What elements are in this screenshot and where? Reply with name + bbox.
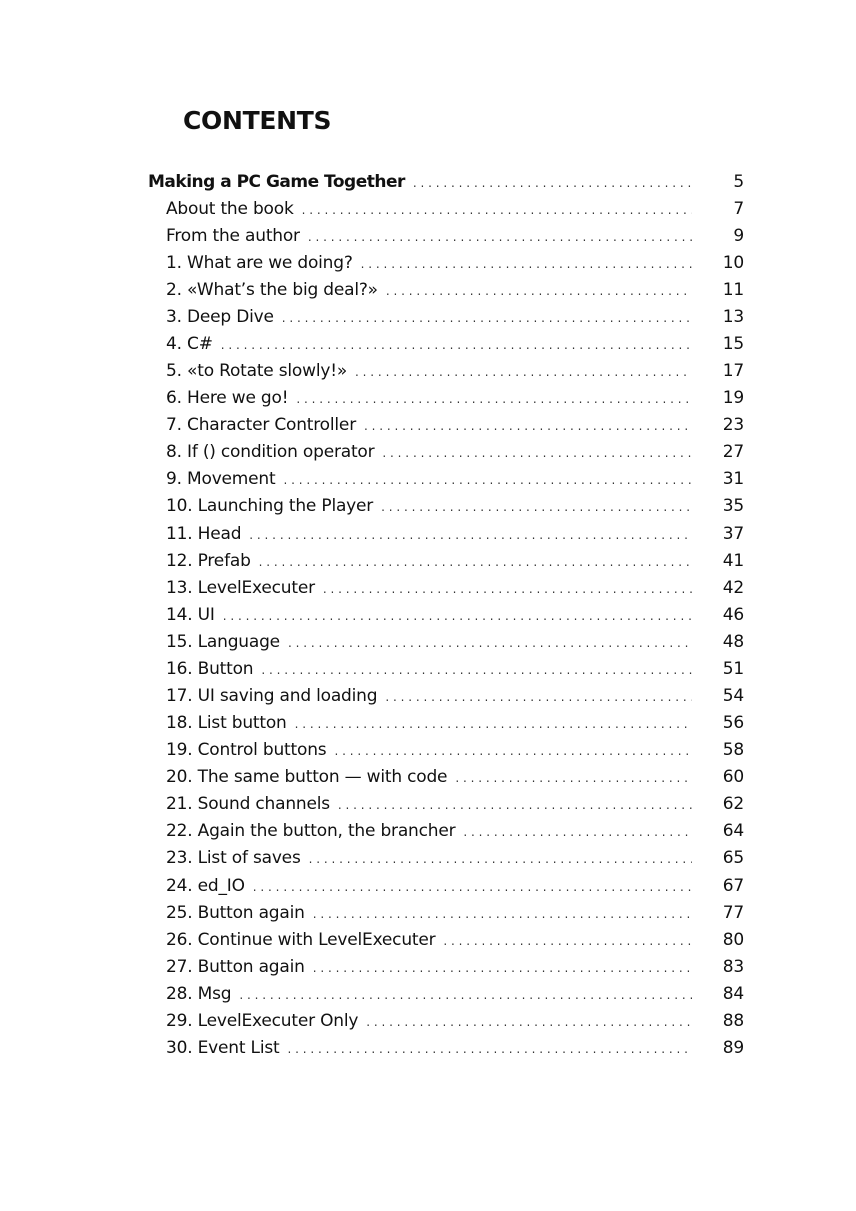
toc-entry-page-number: 23 — [722, 415, 744, 436]
toc-title-row — [166, 1038, 692, 1058]
toc-entry-page-number: 41 — [722, 550, 744, 571]
toc-entry-page-number: 10 — [722, 252, 744, 273]
toc-chapter-entry — [0, 195, 856, 222]
toc-title-row — [166, 930, 692, 950]
dot-leader — [288, 636, 692, 650]
toc-title-row — [166, 334, 692, 354]
toc-entry-title: 14. UI — [166, 604, 215, 625]
toc-chapter-entry — [0, 330, 856, 357]
toc-title-row — [166, 524, 692, 544]
toc-title-row — [166, 280, 692, 300]
toc-title-row — [166, 361, 692, 381]
toc-chapter-entry — [0, 845, 856, 872]
dot-leader — [302, 203, 692, 217]
dot-leader — [249, 528, 692, 542]
toc-entry-page-number: 80 — [722, 929, 744, 950]
toc-entry-page-number: 89 — [722, 1038, 744, 1059]
toc-part-entry — [0, 168, 856, 195]
toc-chapter-entry — [0, 1007, 856, 1034]
toc-chapter-entry — [0, 303, 856, 330]
toc-title-row — [166, 226, 692, 246]
toc-entry-page-number: 15 — [722, 334, 744, 354]
toc-entry-page-number: 27 — [722, 442, 744, 463]
dot-leader — [239, 988, 692, 1002]
contents-heading: CONTENTS — [183, 106, 332, 135]
dot-leader — [309, 852, 692, 866]
dot-leader — [366, 1015, 692, 1029]
toc-entry-page-number: 17 — [722, 361, 744, 382]
toc-chapter-entry — [0, 358, 856, 385]
toc-chapter-entry — [0, 872, 856, 899]
toc-chapter-entry — [0, 655, 856, 682]
toc-entry-title: 23. List of saves — [166, 848, 301, 869]
toc-title-row — [166, 307, 692, 327]
toc-chapter-entry — [0, 276, 856, 303]
toc-title-row — [166, 415, 692, 435]
toc-entry-page-number: 5 — [733, 171, 744, 192]
toc-entry-page-number: 42 — [722, 577, 744, 598]
toc-entry-title: 18. List button — [166, 713, 287, 734]
toc-chapter-entry — [0, 899, 856, 926]
toc-entry-page-number: 64 — [722, 821, 744, 842]
toc-chapter-entry — [0, 926, 856, 953]
toc-entry-page-number: 35 — [722, 496, 744, 517]
dot-leader — [355, 365, 692, 379]
toc-chapter-entry — [0, 628, 856, 655]
toc-chapter-entry — [0, 547, 856, 574]
toc-entry-title: 30. Event List — [166, 1038, 280, 1059]
dot-leader — [364, 419, 692, 433]
toc-entry-title: 22. Again the button, the brancher — [166, 821, 456, 842]
toc-entry-page-number: 13 — [722, 306, 744, 327]
dot-leader — [296, 392, 692, 406]
toc-title-row — [148, 172, 692, 192]
dot-leader — [382, 446, 692, 460]
dot-leader — [385, 690, 692, 704]
toc-entry-page-number: 60 — [722, 767, 744, 788]
toc-entry-title: 1. What are we doing? — [166, 252, 353, 273]
toc-title-row — [166, 984, 692, 1004]
toc-entry-title: 26. Continue with LevelExecuter — [166, 929, 436, 950]
toc-title-row — [166, 253, 692, 273]
toc-title-row — [166, 388, 692, 408]
toc-chapter-entry — [0, 737, 856, 764]
toc-chapter-entry — [0, 980, 856, 1007]
toc-entry-title: 25. Button again — [166, 902, 305, 923]
toc-title-row — [166, 740, 692, 760]
toc-entry-title: Making a PC Game Together — [148, 171, 405, 192]
toc-chapter-entry — [0, 249, 856, 276]
toc-chapter-entry — [0, 466, 856, 493]
toc-title-row — [166, 848, 692, 868]
dot-leader — [313, 961, 692, 975]
toc-title-row — [166, 659, 692, 679]
toc-entry-page-number: 54 — [722, 686, 744, 707]
toc-chapter-entry — [0, 385, 856, 412]
toc-chapter-entry — [0, 1035, 856, 1062]
toc-entry-page-number: 65 — [722, 848, 744, 869]
toc-entry-page-number: 83 — [722, 956, 744, 977]
toc-title-row — [166, 876, 692, 896]
toc-entry-title: From the author — [166, 225, 300, 246]
toc-title-row — [166, 767, 692, 787]
table-of-contents — [0, 168, 856, 1062]
toc-entry-page-number: 9 — [733, 225, 744, 246]
toc-entry-title: 19. Control buttons — [166, 740, 327, 761]
toc-entry-title: 17. UI saving and loading — [166, 686, 378, 707]
toc-entry-page-number: 58 — [722, 740, 744, 761]
toc-title-row — [166, 632, 692, 652]
dot-leader — [334, 744, 692, 758]
toc-title-row — [166, 957, 692, 977]
toc-chapter-entry — [0, 601, 856, 628]
toc-entry-title: 9. Movement — [166, 469, 276, 490]
dot-leader — [221, 338, 692, 352]
toc-title-row — [166, 605, 692, 625]
dot-leader — [282, 311, 692, 325]
dot-leader — [313, 907, 692, 921]
toc-title-row — [166, 1011, 692, 1031]
toc-entry-title: 21. Sound channels — [166, 794, 330, 815]
toc-entry-page-number: 7 — [733, 198, 744, 219]
toc-chapter-entry — [0, 222, 856, 249]
toc-entry-page-number: 48 — [722, 631, 744, 652]
toc-entry-page-number: 37 — [722, 523, 744, 544]
toc-title-row — [166, 713, 692, 733]
toc-chapter-entry — [0, 710, 856, 737]
toc-chapter-entry — [0, 439, 856, 466]
dot-leader — [361, 257, 692, 271]
dot-leader — [223, 609, 692, 623]
toc-entry-title: 15. Language — [166, 631, 280, 652]
toc-entry-title: 4. C# — [166, 334, 213, 354]
dot-leader — [323, 582, 692, 596]
toc-chapter-entry — [0, 520, 856, 547]
dot-leader — [253, 880, 692, 894]
toc-chapter-entry — [0, 574, 856, 601]
dot-leader — [455, 771, 692, 785]
toc-entry-title: 16. Button — [166, 658, 254, 679]
dot-leader — [295, 717, 692, 731]
toc-entry-title: 27. Button again — [166, 956, 305, 977]
dot-leader — [381, 500, 692, 514]
dot-leader — [287, 1042, 692, 1056]
toc-entry-page-number: 67 — [722, 875, 744, 896]
toc-entry-title: 20. The same button — with code — [166, 767, 448, 788]
toc-entry-title: 11. Head — [166, 523, 242, 544]
dot-leader — [413, 176, 692, 190]
dot-leader — [261, 663, 692, 677]
toc-entry-page-number: 56 — [722, 713, 744, 734]
toc-entry-page-number: 77 — [722, 902, 744, 923]
toc-entry-page-number: 62 — [722, 794, 744, 815]
toc-entry-page-number: 46 — [722, 604, 744, 625]
toc-title-row — [166, 551, 692, 571]
toc-title-row — [166, 496, 692, 516]
toc-entry-page-number: 88 — [722, 1010, 744, 1031]
toc-entry-page-number: 11 — [722, 279, 744, 300]
dot-leader — [443, 934, 692, 948]
dot-leader — [308, 230, 692, 244]
toc-entry-title: 6. Here we go! — [166, 388, 289, 409]
toc-entry-title: 10. Launching the Player — [166, 496, 374, 517]
toc-entry-title: 12. Prefab — [166, 550, 251, 571]
toc-chapter-entry — [0, 682, 856, 709]
toc-title-row — [166, 199, 692, 219]
dot-leader — [338, 798, 692, 812]
toc-chapter-entry — [0, 791, 856, 818]
toc-entry-title: 13. LevelExecuter — [166, 577, 315, 598]
toc-title-row — [166, 903, 692, 923]
toc-chapter-entry — [0, 953, 856, 980]
toc-chapter-entry — [0, 764, 856, 791]
toc-entry-title: 8. If () condition operator — [166, 442, 375, 463]
toc-entry-page-number: 51 — [722, 658, 744, 679]
dot-leader — [283, 473, 692, 487]
toc-entry-title: 29. LevelExecuter Only — [166, 1010, 359, 1031]
toc-title-row — [166, 821, 692, 841]
toc-entry-page-number: 19 — [722, 388, 744, 409]
toc-chapter-entry — [0, 818, 856, 845]
toc-entry-title: 24. ed_IO — [166, 875, 245, 896]
toc-title-row — [166, 442, 692, 462]
toc-entry-title: 3. Deep Dive — [166, 306, 274, 327]
toc-entry-page-number: 31 — [722, 469, 744, 490]
toc-entry-title: 28. Msg — [166, 983, 232, 1004]
toc-title-row — [166, 469, 692, 489]
dot-leader — [463, 825, 692, 839]
toc-chapter-entry — [0, 493, 856, 520]
dot-leader — [386, 284, 692, 298]
toc-entry-page-number: 84 — [722, 983, 744, 1004]
toc-entry-title: 7. Character Controller — [166, 415, 356, 436]
toc-entry-title: About the book — [166, 198, 294, 219]
toc-title-row — [166, 794, 692, 814]
toc-title-row — [166, 578, 692, 598]
toc-title-row — [166, 686, 692, 706]
toc-chapter-entry — [0, 412, 856, 439]
toc-entry-title: 5. «to Rotate slowly!» — [166, 361, 348, 382]
dot-leader — [259, 555, 692, 569]
toc-entry-title: 2. «What’s the big deal?» — [166, 279, 378, 300]
